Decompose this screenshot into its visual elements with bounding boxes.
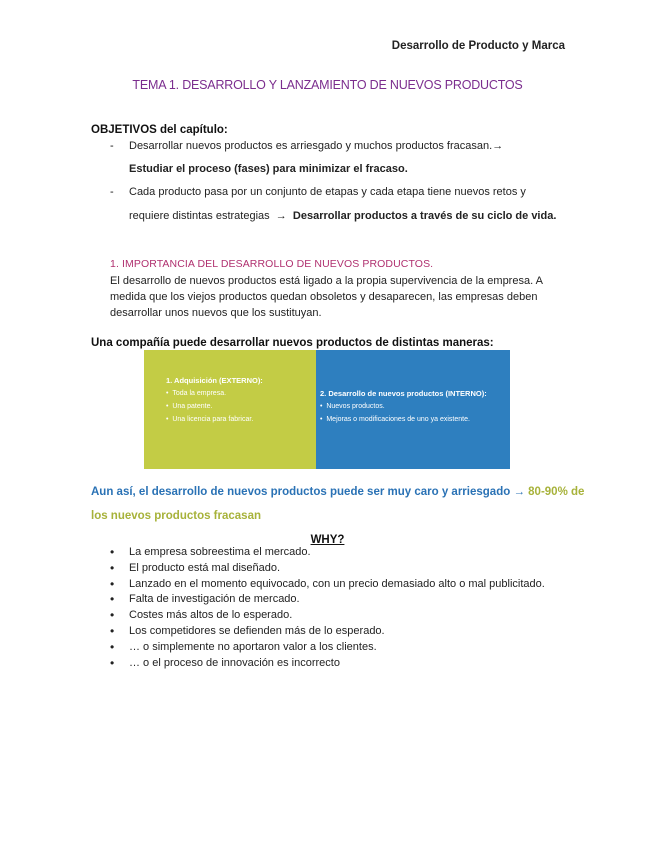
document-header-title: Desarrollo de Producto y Marca	[391, 40, 565, 52]
internal-development-item: • Mejoras o modificaciones de uno ya existente.	[320, 416, 470, 423]
arrow-icon: →	[492, 140, 504, 152]
acquisition-content	[166, 374, 263, 426]
list-item: • … o simplemente no aportaron valor a los clientes.	[110, 640, 550, 656]
acquisition-item: • Toda la empresa.	[166, 390, 227, 397]
development-methods-diagram	[144, 350, 510, 469]
risk-statement-line2: los nuevos productos fracasan	[91, 510, 261, 522]
objective-1-conclusion: Estudiar el proceso (fases) para minimizar el fracaso.	[129, 163, 408, 175]
acquisition-heading: 1. Adquisición (EXTERNO):	[166, 376, 263, 385]
list-item: • La empresa sobreestima el mercado.	[110, 545, 550, 561]
list-item: • Lanzado en el momento equivocado, con un precio demasiado alto o mal publicitado.	[110, 577, 550, 593]
list-item: • Los competidores se defienden más de lo esperado.	[110, 624, 550, 640]
objective-2-statement: requiere distintas estrategias	[129, 210, 270, 222]
internal-development-item: • Nuevos productos.	[320, 403, 385, 410]
objective-1-text	[129, 140, 503, 152]
objective-2-conclusion: Desarrollar productos a través de su ciclo de vida.	[292, 210, 557, 222]
failure-rate: 80-90% de	[528, 486, 585, 498]
failure-reasons-list	[110, 545, 550, 671]
company-methods-heading: Una compañía puede desarrollar nuevos productos de distintas maneras:	[91, 337, 494, 349]
objective-1-bullet: -	[110, 140, 114, 152]
internal-development-box	[316, 350, 510, 469]
objective-2-bullet: -	[110, 186, 114, 198]
page-title: TEMA 1. DESARROLLO Y LANZAMIENTO DE NUEVOS PRODUCTOS	[132, 78, 523, 92]
objectives-heading: OBJETIVOS del capítulo:	[91, 124, 228, 136]
section-1-paragraph: El desarrollo de nuevos productos está ligado a la propia supervivencia de la empresa. A medida que los viejos productos quedan obsoletos y desaparecen, las empresas deben desarrollar unos nuevos que los sustituyan.	[110, 275, 543, 319]
internal-development-heading: 2. Desarrollo de nuevos productos (INTERNO):	[320, 389, 487, 398]
objective-1-statement: Desarrollar nuevos productos es arriesgado y muchos productos fracasan.	[129, 140, 493, 152]
risk-statement	[91, 486, 584, 498]
arrow-icon: →	[275, 210, 287, 222]
arrow-icon: →	[513, 486, 525, 498]
list-item: • El producto está mal diseñado.	[110, 561, 550, 577]
list-item: • Costes más altos de lo esperado.	[110, 608, 550, 624]
list-item: • Falta de investigación de mercado.	[110, 592, 550, 608]
why-heading: WHY?	[310, 534, 345, 546]
risk-statement-text: Aun así, el desarrollo de nuevos productos puede ser muy caro y arriesgado	[91, 486, 511, 498]
objective-2-line2	[129, 210, 556, 222]
acquisition-item: • Una licencia para fabricar.	[166, 416, 254, 423]
internal-development-content	[320, 387, 487, 426]
section-1-heading: 1. IMPORTANCIA DEL DESARROLLO DE NUEVOS PRODUCTOS.	[110, 258, 434, 270]
list-item: • … o el proceso de innovación es incorrecto	[110, 656, 550, 672]
objective-2-line1: Cada producto pasa por un conjunto de etapas y cada etapa tiene nuevos retos y	[129, 186, 526, 198]
acquisition-item: • Una patente.	[166, 403, 213, 410]
acquisition-box	[144, 350, 316, 469]
